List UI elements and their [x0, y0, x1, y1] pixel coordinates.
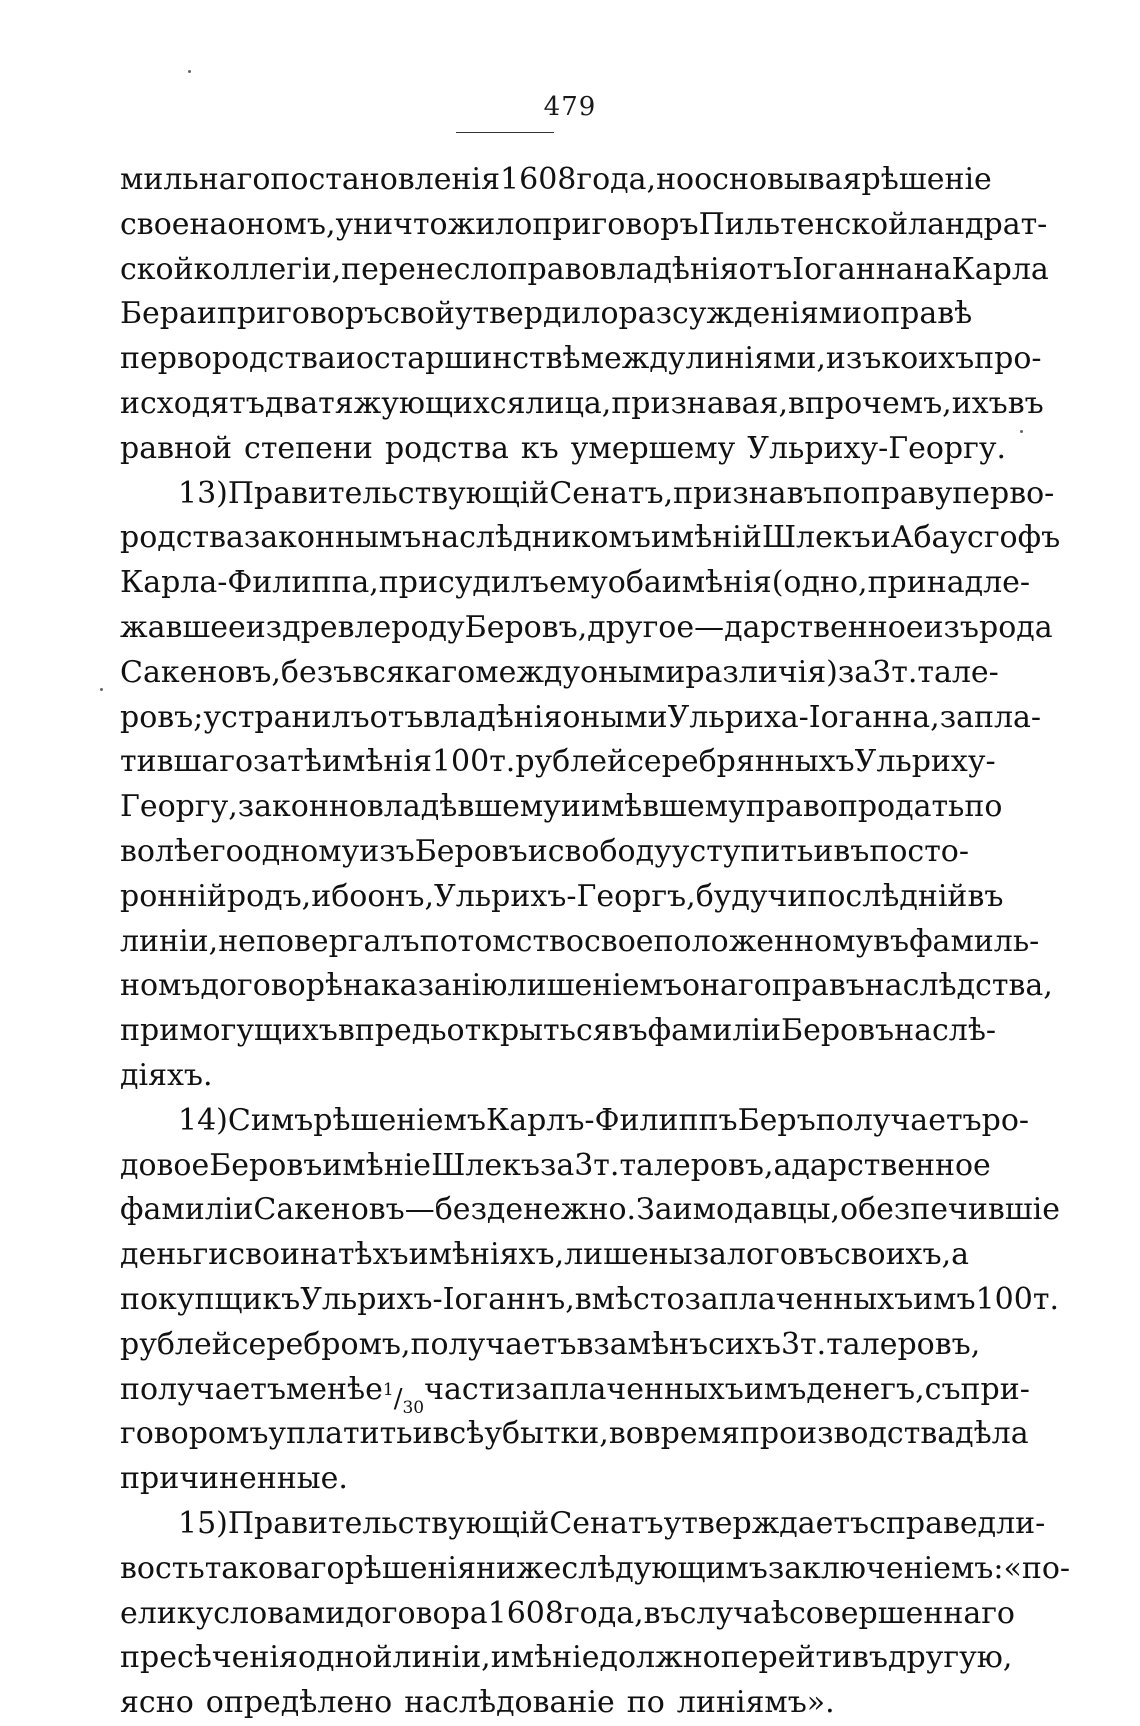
text-word: Беровъ — [414, 833, 528, 869]
text-word: 14) — [178, 1102, 228, 1138]
text-line — [120, 472, 1055, 517]
text-word: по — [964, 789, 1003, 825]
text-word: основывая — [694, 162, 862, 197]
text-line — [120, 830, 969, 875]
text-line — [120, 785, 1003, 830]
text-word: и — [870, 520, 891, 556]
text-word: ро- — [981, 1102, 1030, 1138]
text-line — [120, 1592, 1015, 1637]
text-word: на — [189, 206, 228, 242]
text-word: Ульриху-Георгу. — [747, 430, 1007, 466]
text-word: продать — [837, 789, 965, 825]
text-word: наслѣдникомъ — [421, 520, 651, 556]
text-line — [120, 696, 1042, 741]
text-word: съ — [924, 1371, 961, 1407]
text-word: линіи, — [392, 1640, 491, 1676]
text-word: Георгу, — [120, 789, 238, 825]
text-word: впредь — [337, 1013, 447, 1049]
text-word: покупщикъ — [120, 1281, 301, 1317]
text-word: 100 — [975, 1281, 1033, 1317]
text-word: причиненные. — [120, 1461, 348, 1497]
text-word: при — [120, 1013, 180, 1049]
text-word: а — [773, 1147, 792, 1183]
text-word: право — [507, 251, 600, 287]
text-line — [120, 516, 1061, 561]
text-word: Беровъ — [781, 1013, 895, 1049]
text-word: фамиліи — [120, 1192, 254, 1228]
text-word: Беръ — [737, 1102, 816, 1138]
text-word: опредѣлено — [205, 1685, 393, 1721]
text-word: лишены — [564, 1237, 693, 1273]
text-line — [120, 1054, 912, 1099]
text-word: рѣшеніемъ — [313, 1102, 486, 1138]
text-word: въ — [611, 1013, 648, 1049]
text-word: открыться — [446, 1013, 612, 1049]
text-word: т. — [1032, 1281, 1059, 1317]
text-word: отъ — [738, 251, 793, 287]
text-word: на — [913, 251, 952, 287]
text-line — [120, 382, 1044, 427]
text-word: посто- — [869, 833, 969, 869]
text-word: взамѣнъ — [576, 1326, 709, 1362]
text-word: должно — [599, 1640, 721, 1676]
text-word: праву — [860, 475, 953, 511]
text-line — [120, 248, 1049, 293]
text-word: тѣ — [287, 744, 322, 780]
text-word: исходятъ — [120, 385, 265, 421]
text-word: и — [560, 789, 581, 825]
text-word: другую, — [888, 1640, 1013, 1676]
text-word: право — [745, 789, 838, 825]
text-word: но — [656, 162, 695, 197]
paper-speck — [188, 70, 191, 73]
text-word: издревле — [245, 609, 392, 645]
text-word: родства — [384, 430, 509, 466]
text-word: ибо — [311, 878, 368, 914]
text-word: сихъ — [708, 1326, 781, 1362]
text-word: одному — [243, 833, 360, 869]
text-word: убытки, — [484, 1416, 609, 1452]
text-word: 15) — [178, 1505, 228, 1541]
text-word: года, — [563, 1595, 644, 1631]
page-number-rule — [456, 132, 554, 133]
text-line — [120, 1502, 1046, 1547]
text-word: деньги — [120, 1237, 229, 1273]
text-word: наслѣ- — [894, 1013, 997, 1049]
text-word: при- — [960, 1371, 1030, 1407]
text-word: за — [539, 1147, 575, 1183]
text-word: въ — [643, 1595, 680, 1631]
text-word: договора — [345, 1595, 488, 1631]
text-word: т. — [800, 1326, 827, 1362]
text-word: оными — [580, 654, 686, 690]
text-word: имъ — [743, 1371, 807, 1407]
text-word: приговоръ — [216, 296, 384, 332]
text-word: вмѣсто — [574, 1281, 685, 1317]
text-word: ему — [549, 565, 608, 601]
text-word: Беровъ, — [464, 609, 588, 645]
text-word: владѣнія — [599, 251, 739, 287]
text-word: Шлекъ — [761, 520, 871, 556]
text-word: свое — [584, 923, 654, 959]
text-word: два — [264, 385, 319, 421]
body-text — [120, 158, 1071, 1726]
text-word: между — [475, 654, 581, 690]
text-word: имъ — [913, 1281, 976, 1317]
text-line — [120, 1636, 1013, 1681]
text-word: заплаченныхъ — [515, 1371, 744, 1407]
text-word: Ульрихъ-Георгъ, — [434, 878, 696, 914]
text-word: положенному — [653, 923, 874, 959]
text-word: Шлекъ — [431, 1147, 540, 1183]
text-word: безъ — [280, 654, 353, 690]
text-line — [120, 158, 992, 203]
text-word: степени — [244, 430, 373, 466]
text-word: въ — [967, 878, 1004, 914]
text-line — [120, 1457, 912, 1502]
text-word: фамиліи — [647, 1013, 782, 1049]
text-line — [120, 292, 973, 337]
text-word: за — [253, 744, 288, 780]
text-word: тяжующихся — [318, 385, 526, 421]
text-word: ясно — [120, 1685, 194, 1721]
text-word: части — [424, 1371, 516, 1407]
text-word: за — [837, 654, 873, 690]
text-word: рода — [978, 609, 1053, 645]
text-word: законнымъ — [243, 520, 422, 556]
text-word: дѣла — [955, 1416, 1029, 1452]
text-word: Карла — [951, 251, 1049, 287]
text-word: могущихъ — [179, 1013, 338, 1049]
text-word: говоромъ — [120, 1416, 269, 1452]
text-word: на — [300, 1237, 338, 1273]
text-word: а — [951, 1237, 969, 1273]
text-word: свободу — [547, 833, 672, 869]
text-word: владѣнія — [423, 699, 563, 735]
text-line — [120, 1009, 997, 1054]
text-word: первородства — [120, 341, 336, 377]
text-line — [120, 1233, 969, 1278]
text-word: тѣхъ — [337, 1237, 409, 1273]
text-word: и — [335, 341, 356, 377]
text-word: Правительствующій — [227, 1505, 550, 1541]
text-word: менѣе — [285, 1371, 383, 1407]
text-word: имѣніе — [322, 1147, 432, 1183]
text-word: ономъ, — [227, 206, 336, 242]
text-word: т. — [891, 654, 918, 690]
text-word: заключеніемъ: — [767, 1550, 1004, 1586]
text-word: впрочемъ, — [788, 385, 952, 421]
text-word: принадле- — [867, 565, 1031, 601]
text-word: онаго — [682, 968, 772, 1004]
text-word: случаѣ — [679, 1595, 789, 1631]
text-word: безденежно. — [434, 1192, 637, 1228]
text-word: всѣ — [432, 1416, 485, 1452]
text-line — [120, 1368, 1030, 1418]
text-word: линіями, — [685, 341, 826, 377]
text-word: коихъ — [881, 341, 975, 377]
text-word: обезпечившіе — [840, 1192, 1060, 1228]
text-word: перво- — [952, 475, 1055, 511]
text-word: пресѣченія — [120, 1640, 298, 1676]
text-word: имѣвшему — [580, 789, 746, 825]
text-word: уничтожило — [335, 206, 533, 242]
text-word: въ — [873, 923, 910, 959]
text-word: изъ — [825, 341, 882, 377]
text-word: законно — [237, 789, 367, 825]
text-word: и — [527, 833, 548, 869]
text-word: тале- — [917, 654, 999, 690]
text-word: дарственное — [791, 1147, 991, 1183]
page-number: 479 — [543, 92, 597, 122]
text-line — [120, 1547, 1071, 1592]
text-word: «по- — [1003, 1550, 1071, 1586]
text-word: фамиль- — [909, 923, 1040, 959]
text-word: присудилъ — [378, 565, 550, 601]
text-word: по — [626, 1685, 665, 1721]
text-word: ронній — [120, 878, 227, 914]
text-word: договорѣ — [200, 968, 344, 1004]
text-word: оба — [607, 565, 662, 601]
text-word: довое — [120, 1147, 210, 1183]
text-word: всякаго — [352, 654, 476, 690]
text-word: признавая, — [611, 385, 788, 421]
text-word: время — [643, 1416, 740, 1452]
text-word: о — [355, 341, 374, 377]
text-word: перенесло — [341, 251, 508, 287]
text-word: одной — [297, 1640, 393, 1676]
text-word: не — [218, 923, 256, 959]
text-word: изъ — [359, 833, 415, 869]
text-word: о — [862, 296, 881, 332]
text-word: талеровъ, — [826, 1326, 981, 1362]
text-word: 1608 — [487, 1595, 564, 1631]
text-word: мильнаго — [120, 162, 271, 197]
text-word: рублей — [120, 1326, 232, 1362]
text-word: имѣніяхъ, — [408, 1237, 565, 1273]
text-word: про- — [974, 341, 1042, 377]
text-word: родъ, — [226, 878, 312, 914]
text-word: умершему — [570, 430, 736, 466]
text-word: (одно, — [771, 565, 868, 601]
text-word: заплаченныхъ — [684, 1281, 914, 1317]
text-word: и — [813, 833, 834, 869]
text-word: въ — [833, 833, 870, 869]
text-word: таковаго — [204, 1550, 345, 1586]
text-word: въ — [1007, 385, 1044, 421]
text-line — [120, 1188, 1060, 1233]
text-word: Пильтенской — [698, 206, 909, 242]
text-word: свое — [120, 206, 190, 242]
text-word: свои — [228, 1237, 301, 1273]
text-word: его — [192, 833, 244, 869]
text-word: Сенатъ, — [549, 475, 674, 511]
text-word: тившаго — [120, 744, 254, 780]
text-word: потомство — [419, 923, 584, 959]
text-word: номъ — [120, 968, 201, 1004]
text-word: Карла-Филиппа, — [120, 565, 379, 601]
text-word: изъ — [923, 609, 979, 645]
text-word: залоговъ — [692, 1237, 834, 1273]
text-word: Іоганна — [792, 251, 914, 287]
text-line — [120, 1323, 981, 1368]
text-word: разсужденіями — [618, 296, 863, 332]
text-word: нижеслѣдующимъ — [476, 1550, 768, 1586]
text-word: линіи, — [120, 923, 219, 959]
text-word: и — [412, 1416, 433, 1452]
text-line — [120, 1412, 1029, 1457]
text-word: рѣшеніе — [861, 162, 992, 197]
text-word: имѣнія — [321, 744, 432, 780]
text-word: послѣдній — [807, 878, 968, 914]
text-word: получаетъ — [120, 1371, 286, 1407]
text-line — [120, 427, 1007, 472]
text-word: 13) — [178, 475, 228, 511]
text-word: Ульриху- — [854, 744, 996, 780]
text-word: наслѣдства, — [864, 968, 1053, 1004]
text-line — [120, 1144, 991, 1189]
text-word: ровъ; — [120, 699, 204, 735]
text-word: 3 — [872, 654, 892, 690]
text-word: наслѣдованіе — [404, 1685, 615, 1721]
text-word: приговоръ — [532, 206, 699, 242]
text-word: по — [822, 475, 861, 511]
text-word: коллегіи, — [193, 251, 342, 287]
text-word: Заимодавцы, — [636, 1192, 841, 1228]
text-word: имѣніе — [490, 1640, 600, 1676]
paper-speck — [100, 688, 103, 691]
text-word: Сакеновъ — [253, 1192, 405, 1228]
text-word: вость — [120, 1550, 205, 1586]
text-line — [120, 964, 1053, 1009]
text-line — [120, 740, 996, 785]
text-word: ской — [120, 251, 194, 287]
text-word: къ — [520, 430, 559, 466]
text-word: постановленія — [270, 162, 501, 197]
text-word: во — [608, 1416, 644, 1452]
text-word: елику — [120, 1595, 214, 1631]
text-word: талеровъ, — [619, 1147, 774, 1183]
text-word: денегъ, — [806, 1371, 925, 1407]
text-word: Сакеновъ, — [120, 654, 281, 690]
text-word: $^1/_{30}$ — [382, 1379, 425, 1418]
text-line — [120, 606, 1053, 651]
text-word: серебрянныхъ — [627, 744, 855, 780]
text-word: имѣній — [650, 520, 762, 556]
text-word: лишеніемъ — [507, 968, 682, 1004]
text-word: діяхъ. — [120, 1057, 213, 1093]
text-line — [120, 1278, 1059, 1323]
text-word: Ульриха-Іоганна, — [667, 699, 940, 735]
text-word: и — [196, 296, 217, 332]
text-line — [120, 337, 1042, 382]
text-word: Ульрихъ-Іоганнъ, — [300, 1281, 575, 1317]
text-word: уплатить — [268, 1416, 413, 1452]
text-line — [120, 203, 1048, 248]
text-word: роду — [391, 609, 465, 645]
text-word: оными — [562, 699, 668, 735]
text-word: равной — [120, 430, 233, 466]
text-word: — — [404, 1192, 435, 1228]
text-word: онъ, — [367, 878, 435, 914]
text-word: Беровъ — [209, 1147, 323, 1183]
text-line — [120, 920, 1040, 965]
text-word: другое—дарственное — [587, 609, 924, 645]
paper-speck — [1020, 430, 1023, 433]
text-word: производства — [739, 1416, 956, 1452]
text-word: Правительствующій — [227, 475, 550, 511]
text-word: наказанію — [343, 968, 508, 1004]
text-word: владѣвшему — [366, 789, 561, 825]
text-word: справедли- — [869, 1505, 1046, 1541]
text-word: серебромъ, — [231, 1326, 411, 1362]
text-word: отъ — [369, 699, 424, 735]
text-word: между — [580, 341, 686, 377]
text-word: уступить — [671, 833, 814, 869]
text-word: словами — [213, 1595, 346, 1631]
text-word: Карлъ-Филиппъ — [485, 1102, 738, 1138]
text-word: Абаусгофъ — [890, 520, 1061, 556]
text-word: признавъ — [673, 475, 823, 511]
text-word: 3 — [574, 1147, 594, 1183]
text-word: различія) — [685, 654, 838, 690]
text-word: старшинствѣ — [373, 341, 581, 377]
text-word: получаетъ — [410, 1326, 577, 1362]
text-line — [120, 1681, 912, 1726]
text-word: устранилъ — [203, 699, 370, 735]
text-word: имѣнія — [661, 565, 772, 601]
text-word: рублей — [515, 744, 628, 780]
text-word: правѣ — [880, 296, 973, 332]
text-word: жавшее — [120, 609, 246, 645]
text-word: утверждаетъ — [663, 1505, 870, 1541]
text-word: своихъ, — [833, 1237, 952, 1273]
text-line — [120, 1099, 1030, 1144]
text-word: правъ — [771, 968, 865, 1004]
text-word: 3 — [780, 1326, 801, 1362]
text-word: совершеннаго — [788, 1595, 1015, 1631]
text-word: волѣ — [120, 833, 193, 869]
text-word: ландрат- — [908, 206, 1048, 242]
text-word: 100 — [431, 744, 490, 780]
text-word: т. — [489, 744, 516, 780]
text-word: утвердило — [454, 296, 619, 332]
text-word: Сенатъ — [549, 1505, 664, 1541]
text-word: ихъ — [951, 385, 1008, 421]
text-line — [120, 875, 1004, 920]
text-word: Бера — [120, 296, 197, 332]
text-word: повергалъ — [255, 923, 420, 959]
text-word: въ — [852, 1640, 889, 1676]
text-line — [120, 651, 999, 696]
text-word: получаетъ — [815, 1102, 982, 1138]
text-word: Симъ — [227, 1102, 314, 1138]
text-word: линіямъ». — [676, 1685, 835, 1721]
text-word: запла- — [939, 699, 1042, 735]
text-word: родства — [120, 520, 244, 556]
text-word: перейти — [720, 1640, 853, 1676]
text-word: будучи — [695, 878, 808, 914]
text-word: т. — [593, 1147, 620, 1183]
text-word: лица, — [525, 385, 612, 421]
text-word: года, — [576, 162, 657, 197]
text-word: 1608 — [500, 162, 577, 197]
text-word: свой — [383, 296, 455, 332]
text-line — [120, 561, 1031, 606]
text-word: рѣшенія — [344, 1550, 477, 1586]
